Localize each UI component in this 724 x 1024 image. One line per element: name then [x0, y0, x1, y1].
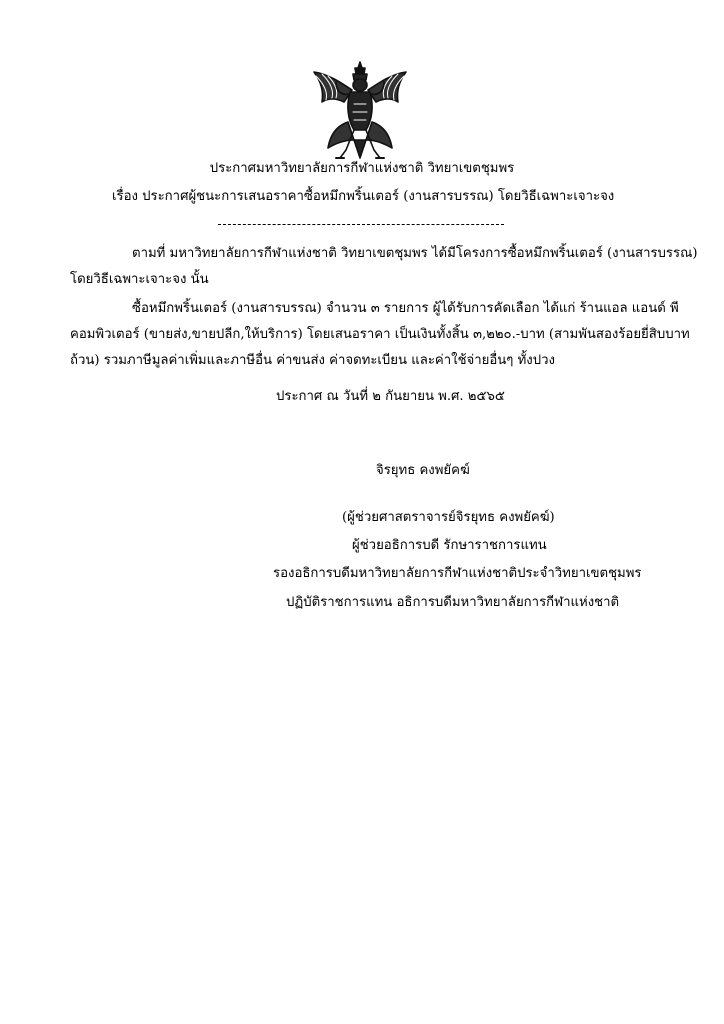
signer-title-2: รองอธิการบดีมหาวิทยาลัยการกีฬาแห่งชาติประจำวิทยาเขตชุมพร [273, 566, 642, 581]
paragraph-2-line-2: คอมพิวเตอร์ (ขายส่ง,ขายปลีก,ให้บริการ) โดยเสนอราคา เป็นเงินทั้งสิ้น ๓,๒๒๐.-บาท (สามพันสองร้อยยี่สิบบาท [70, 327, 690, 342]
signature-name: จิรยุทธ คงพยัคฆ์ [376, 463, 470, 478]
garuda-emblem-icon [306, 60, 414, 164]
header-title: ประกาศมหาวิทยาลัยการกีฬาแห่งชาติ วิทยาเขตชุมพร [209, 161, 515, 176]
signer-full-name: (ผู้ช่วยศาสตราจารย์จิรยุทธ คงพยัคฆ์) [342, 510, 555, 525]
paragraph-2-line-3: ถ้วน) รวมภาษีมูลค่าเพิ่มและภาษีอื่น ค่าขนส่ง ค่าจดทะเบียน และค่าใช้จ่ายอื่นๆ ทั้งปวง [70, 353, 555, 368]
signer-title-1: ผู้ช่วยอธิการบดี รักษาราชการแทน [352, 538, 547, 553]
announcement-date: ประกาศ ณ วันที่ ๒ กันยายน พ.ศ. ๒๕๖๕ [276, 389, 505, 404]
paragraph-1-line-2: โดยวิธีเฉพาะเจาะจง นั้น [70, 272, 209, 287]
header-divider [218, 224, 504, 225]
paragraph-2-line-1: ซื้อหมึกพริ้นเตอร์ (งานสารบรรณ) จำนวน ๓ รายการ ผู้ได้รับการคัดเลือก ได้แก่ ร้านแอล แอนด์ พี [132, 301, 679, 316]
signer-title-3: ปฏิบัติราชการแทน อธิการบดีมหาวิทยาลัยการกีฬาแห่งชาติ [286, 595, 620, 610]
paragraph-1-line-1: ตามที่ มหาวิทยาลัยการกีฬาแห่งชาติ วิทยาเขตชุมพร ได้มีโครงการซื้อหมึกพริ้นเตอร์ (งานสารบรรณ) [132, 246, 698, 261]
header-subject: เรื่อง ประกาศผู้ชนะการเสนอราคาซื้อหมึกพริ้นเตอร์ (งานสารบรรณ) โดยวิธีเฉพาะเจาะจง [112, 189, 615, 204]
